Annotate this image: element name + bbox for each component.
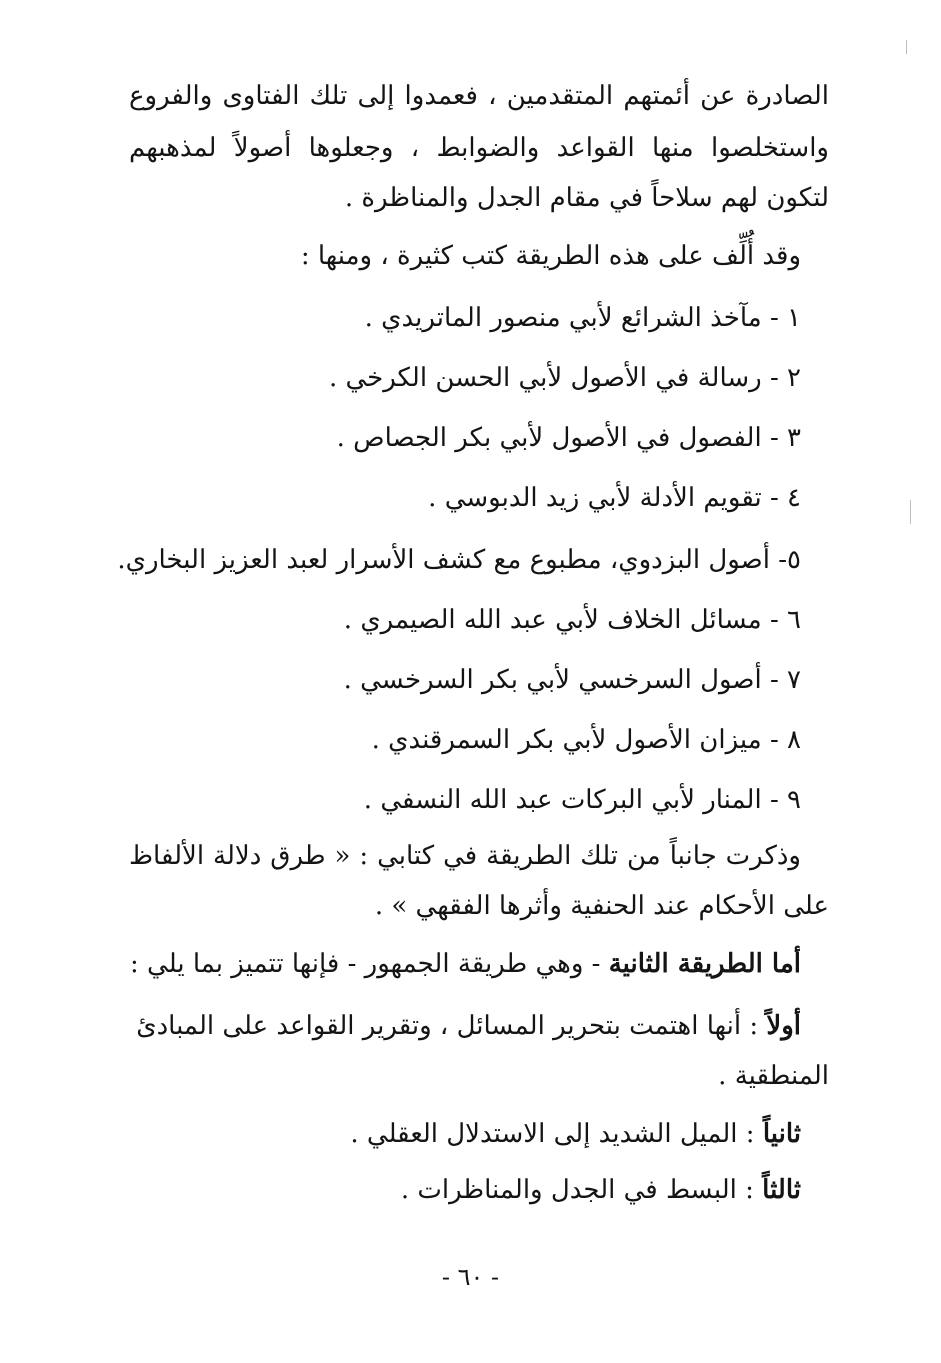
point-first-text: : أنها اهتمت بتحرير المسائل ، وتقرير القواعد على المبادئ: [136, 1011, 767, 1041]
page-number: - ٦٠ -: [441, 1263, 500, 1291]
scan-edge-mark-top: [906, 40, 907, 54]
book-item-1: ١ - مآخذ الشرائع لأبي منصور الماتريدي .: [364, 303, 801, 333]
point-first-line-2: المنطقية .: [718, 1061, 829, 1091]
reference-line-1: وذكرت جانباً من تلك الطريقة في كتابي : « طرق دلالة الألفاظ: [129, 841, 801, 871]
second-method-text: - وهي طريقة الجمهور - فإنها تتميز بما يلي :: [130, 949, 609, 979]
intro-line-2: واستخلصوا منها القواعد والضوابط ، وجعلوها أصولاً لمذهبهم: [129, 133, 829, 163]
book-item-6: ٦ - مسائل الخلاف لأبي عبد الله الصيمري .: [343, 605, 801, 635]
book-item-5: ٥- أصول البزدوي، مطبوع مع كشف الأسرار لعبد العزيز البخاري.: [117, 545, 801, 575]
scan-edge-mark-right: [910, 500, 911, 524]
book-item-2: ٢ - رسالة في الأصول لأبي الحسن الكرخي .: [328, 363, 801, 393]
book-item-9: ٩ - المنار لأبي البركات عبد الله النسفي .: [363, 785, 801, 815]
point-third-line: [401, 1168, 801, 1212]
point-first-label: أولاً: [766, 1011, 801, 1041]
book-item-4: ٤ - تقويم الأدلة لأبي زيد الدبوسي .: [428, 483, 801, 513]
book-item-7: ٧ - أصول السرخسي لأبي بكر السرخسي .: [343, 665, 801, 695]
point-second-text: : الميل الشديد إلى الاستدلال العقلي .: [350, 1119, 763, 1149]
point-first-line-1: [129, 1004, 801, 1048]
second-method-heading: أما الطريقة الثانية: [608, 949, 801, 979]
second-method-line: [130, 942, 801, 986]
intro-line-3: لتكون لهم سلاحاً في مقام الجدل والمناظرة .: [344, 183, 829, 213]
books-intro: وقد أُلِّف على هذه الطريقة كتب كثيرة ، ومنها :: [300, 241, 801, 271]
point-third-label: ثالثاً: [762, 1175, 801, 1205]
point-third-text: : البسط في الجدل والمناظرات .: [400, 1175, 763, 1205]
intro-line-1: الصادرة عن أئمتهم المتقدمين ، فعمدوا إلى تلك الفتاوى والفروع: [129, 81, 829, 111]
point-second-line: [350, 1112, 801, 1156]
point-second-label: ثانياً: [762, 1119, 801, 1149]
book-item-8: ٨ - ميزان الأصول لأبي بكر السمرقندي .: [371, 725, 801, 755]
reference-line-2: على الأحكام عند الحنفية وأثرها الفقهي » .: [374, 891, 829, 921]
book-item-3: ٣ - الفصول في الأصول لأبي بكر الجصاص .: [336, 423, 801, 453]
